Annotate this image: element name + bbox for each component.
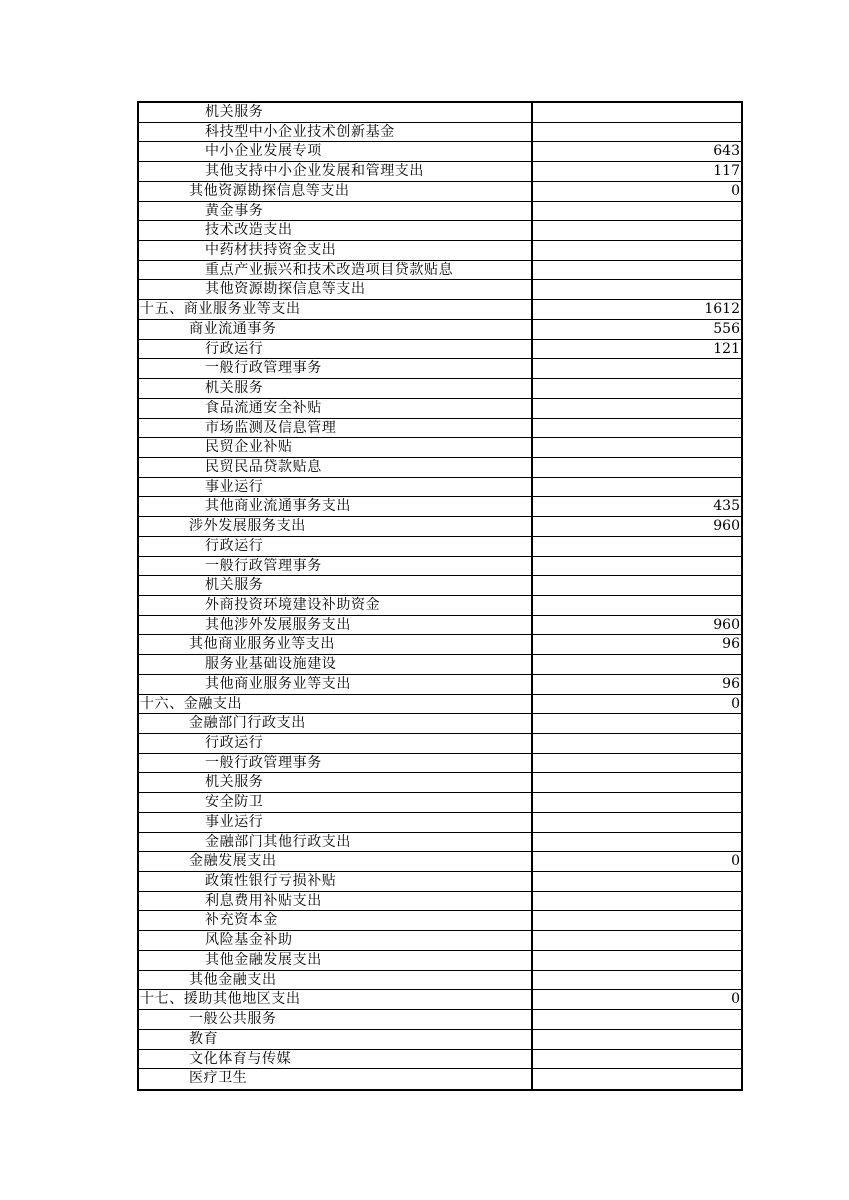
table-row bbox=[139, 438, 741, 458]
item-name-cell[interactable]: 服务业基础设施建设 bbox=[139, 655, 533, 674]
table-row bbox=[139, 142, 741, 162]
table-row bbox=[139, 1030, 741, 1050]
item-name-cell[interactable]: 金融部门其他行政支出 bbox=[139, 833, 533, 852]
table-row bbox=[139, 320, 741, 340]
amount-cell[interactable] bbox=[533, 379, 741, 398]
item-name-cell[interactable]: 机关服务 bbox=[139, 379, 533, 398]
item-name-cell[interactable]: 技术改造支出 bbox=[139, 221, 533, 240]
amount-cell[interactable]: 960 bbox=[713, 616, 740, 633]
amount-cell[interactable] bbox=[533, 537, 741, 556]
table-row bbox=[139, 773, 741, 793]
table-row bbox=[139, 675, 741, 695]
amount-cell[interactable] bbox=[533, 931, 741, 950]
amount-cell[interactable]: 121 bbox=[713, 340, 740, 357]
item-name-cell[interactable]: 金融发展支出 bbox=[139, 852, 533, 871]
table-row bbox=[139, 1050, 741, 1070]
table-row bbox=[139, 221, 741, 241]
table-row bbox=[139, 951, 741, 971]
amount-cell[interactable] bbox=[533, 714, 741, 733]
amount-cell[interactable]: 0 bbox=[731, 182, 740, 199]
item-name-cell[interactable]: 事业运行 bbox=[139, 813, 533, 832]
amount-cell[interactable]: 435 bbox=[713, 498, 740, 515]
amount-cell[interactable] bbox=[533, 359, 741, 378]
item-name-cell[interactable]: 其他商业服务业等支出 bbox=[139, 635, 533, 654]
amount-cell[interactable] bbox=[533, 576, 741, 595]
table-row bbox=[139, 734, 741, 754]
amount-cell[interactable] bbox=[533, 833, 741, 852]
amount-cell[interactable] bbox=[533, 734, 741, 753]
item-name-cell[interactable]: 其他商业服务业等支出 bbox=[139, 675, 533, 694]
item-name-cell[interactable]: 行政运行 bbox=[139, 340, 533, 359]
amount-cell[interactable]: 960 bbox=[713, 518, 740, 535]
amount-cell[interactable] bbox=[533, 596, 741, 615]
table-row bbox=[139, 793, 741, 813]
amount-cell[interactable] bbox=[533, 261, 741, 280]
item-name-cell[interactable]: 食品流通安全补贴 bbox=[139, 399, 533, 418]
table-row bbox=[139, 162, 741, 182]
table-row bbox=[139, 931, 741, 951]
table-row bbox=[139, 635, 741, 655]
amount-cell[interactable] bbox=[533, 951, 741, 970]
item-name-cell[interactable]: 一般行政管理事务 bbox=[139, 754, 533, 773]
item-name-cell[interactable]: 机关服务 bbox=[139, 773, 533, 792]
item-name-cell[interactable]: 金融部门行政支出 bbox=[139, 714, 533, 733]
amount-cell[interactable] bbox=[533, 458, 741, 477]
table-row bbox=[139, 813, 741, 833]
amount-cell[interactable]: 0 bbox=[731, 695, 740, 712]
item-name-cell[interactable]: 一般公共服务 bbox=[139, 1010, 533, 1029]
table-row bbox=[139, 714, 741, 734]
amount-cell[interactable] bbox=[533, 793, 741, 812]
amount-cell[interactable]: 643 bbox=[713, 143, 740, 160]
amount-cell[interactable] bbox=[533, 754, 741, 773]
table-row bbox=[139, 833, 741, 853]
item-name-cell[interactable]: 医疗卫生 bbox=[139, 1069, 533, 1089]
item-name-cell[interactable]: 风险基金补助 bbox=[139, 931, 533, 950]
item-name-cell[interactable]: 文化体育与传媒 bbox=[139, 1050, 533, 1069]
amount-cell[interactable] bbox=[533, 202, 741, 221]
table-row bbox=[139, 300, 741, 320]
amount-cell[interactable] bbox=[533, 221, 741, 240]
item-name-cell[interactable]: 行政运行 bbox=[139, 734, 533, 753]
item-name-cell[interactable]: 黄金事务 bbox=[139, 202, 533, 221]
item-name-cell[interactable]: 事业运行 bbox=[139, 478, 533, 497]
item-name-cell[interactable]: 科技型中小企业技术创新基金 bbox=[139, 123, 533, 142]
item-name-cell[interactable]: 中药材扶持资金支出 bbox=[139, 241, 533, 260]
amount-cell[interactable] bbox=[533, 399, 741, 418]
amount-cell[interactable]: 96 bbox=[722, 636, 740, 653]
amount-cell[interactable] bbox=[533, 557, 741, 576]
table-row bbox=[139, 537, 741, 557]
item-name-cell[interactable]: 行政运行 bbox=[139, 537, 533, 556]
table-row bbox=[139, 241, 741, 261]
table-row bbox=[139, 182, 741, 202]
table-row bbox=[139, 340, 741, 360]
table-row bbox=[139, 892, 741, 912]
item-name-cell[interactable]: 机关服务 bbox=[139, 576, 533, 595]
table-row bbox=[139, 458, 741, 478]
item-name-cell[interactable]: 十六、金融支出 bbox=[139, 695, 533, 714]
item-name-cell[interactable]: 政策性银行亏损补贴 bbox=[139, 872, 533, 891]
table-row bbox=[139, 103, 741, 123]
amount-cell[interactable] bbox=[533, 1050, 741, 1069]
item-name-cell[interactable]: 市场监测及信息管理 bbox=[139, 419, 533, 438]
amount-cell[interactable] bbox=[533, 911, 741, 930]
amount-cell[interactable]: 556 bbox=[713, 320, 740, 337]
table-row bbox=[139, 280, 741, 300]
table-row bbox=[139, 695, 741, 715]
table-row bbox=[139, 872, 741, 892]
amount-cell[interactable]: 96 bbox=[722, 675, 740, 692]
item-name-cell[interactable]: 十五、商业服务业等支出 bbox=[139, 300, 533, 319]
item-name-cell[interactable]: 补充资本金 bbox=[139, 911, 533, 930]
item-name-cell[interactable]: 中小企业发展专项 bbox=[139, 142, 533, 161]
item-name-cell[interactable]: 民贸企业补贴 bbox=[139, 438, 533, 457]
item-name-cell[interactable]: 利息费用补贴支出 bbox=[139, 892, 533, 911]
table-row bbox=[139, 852, 741, 872]
table-row bbox=[139, 971, 741, 991]
table-row bbox=[139, 754, 741, 774]
amount-cell[interactable]: 1612 bbox=[704, 301, 740, 318]
amount-cell[interactable] bbox=[533, 478, 741, 497]
item-name-cell[interactable]: 其他金融发展支出 bbox=[139, 951, 533, 970]
item-name-cell[interactable]: 重点产业振兴和技术改造项目贷款贴息 bbox=[139, 261, 533, 280]
item-name-cell[interactable]: 民贸民品贷款贴息 bbox=[139, 458, 533, 477]
amount-cell[interactable] bbox=[533, 123, 741, 142]
table-row bbox=[139, 576, 741, 596]
amount-cell[interactable]: 117 bbox=[713, 163, 740, 180]
table-row bbox=[139, 517, 741, 537]
table-row bbox=[139, 399, 741, 419]
item-name-cell[interactable]: 一般行政管理事务 bbox=[139, 557, 533, 576]
amount-cell[interactable] bbox=[533, 241, 741, 260]
item-name-cell[interactable]: 机关服务 bbox=[139, 103, 533, 122]
item-name-cell[interactable]: 外商投资环境建设补助资金 bbox=[139, 596, 533, 615]
item-name-cell[interactable]: 十七、援助其他地区支出 bbox=[139, 990, 533, 1009]
amount-cell[interactable] bbox=[533, 1010, 741, 1029]
item-name-cell[interactable]: 其他资源勘探信息等支出 bbox=[139, 280, 533, 299]
item-name-cell[interactable]: 其他支持中小企业发展和管理支出 bbox=[139, 162, 533, 181]
amount-cell[interactable]: 0 bbox=[731, 991, 740, 1008]
amount-cell[interactable] bbox=[533, 872, 741, 891]
amount-cell[interactable] bbox=[533, 103, 741, 122]
table-row bbox=[139, 379, 741, 399]
table-row bbox=[139, 1069, 741, 1089]
item-name-cell[interactable]: 其他商业流通事务支出 bbox=[139, 497, 533, 516]
table-row bbox=[139, 1010, 741, 1030]
item-name-cell[interactable]: 其他资源勘探信息等支出 bbox=[139, 182, 533, 201]
amount-cell[interactable] bbox=[533, 813, 741, 832]
item-name-cell[interactable]: 商业流通事务 bbox=[139, 320, 533, 339]
table-row bbox=[139, 478, 741, 498]
table-row bbox=[139, 123, 741, 143]
amount-cell[interactable] bbox=[533, 892, 741, 911]
amount-cell[interactable] bbox=[533, 655, 741, 674]
amount-cell[interactable] bbox=[533, 971, 741, 990]
item-name-cell[interactable]: 安全防卫 bbox=[139, 793, 533, 812]
amount-cell[interactable] bbox=[533, 438, 741, 457]
amount-cell[interactable] bbox=[533, 280, 741, 299]
item-name-cell[interactable]: 涉外发展服务支出 bbox=[139, 517, 533, 536]
table-row bbox=[139, 419, 741, 439]
amount-cell[interactable] bbox=[533, 773, 741, 792]
table-row bbox=[139, 359, 741, 379]
item-name-cell[interactable]: 其他金融支出 bbox=[139, 971, 533, 990]
item-name-cell[interactable]: 其他涉外发展服务支出 bbox=[139, 616, 533, 635]
table-row bbox=[139, 261, 741, 281]
table-row bbox=[139, 990, 741, 1010]
table-row bbox=[139, 596, 741, 616]
item-name-cell[interactable]: 教育 bbox=[139, 1030, 533, 1049]
amount-cell[interactable] bbox=[533, 1030, 741, 1049]
table-row bbox=[139, 557, 741, 577]
table-row bbox=[139, 497, 741, 517]
expenditure-table bbox=[137, 101, 743, 1091]
amount-cell[interactable] bbox=[533, 1069, 741, 1089]
table-row bbox=[139, 202, 741, 222]
table-row bbox=[139, 655, 741, 675]
table-row bbox=[139, 911, 741, 931]
item-name-cell[interactable]: 一般行政管理事务 bbox=[139, 359, 533, 378]
table-row bbox=[139, 616, 741, 636]
amount-cell[interactable] bbox=[533, 419, 741, 438]
amount-cell[interactable]: 0 bbox=[731, 853, 740, 870]
